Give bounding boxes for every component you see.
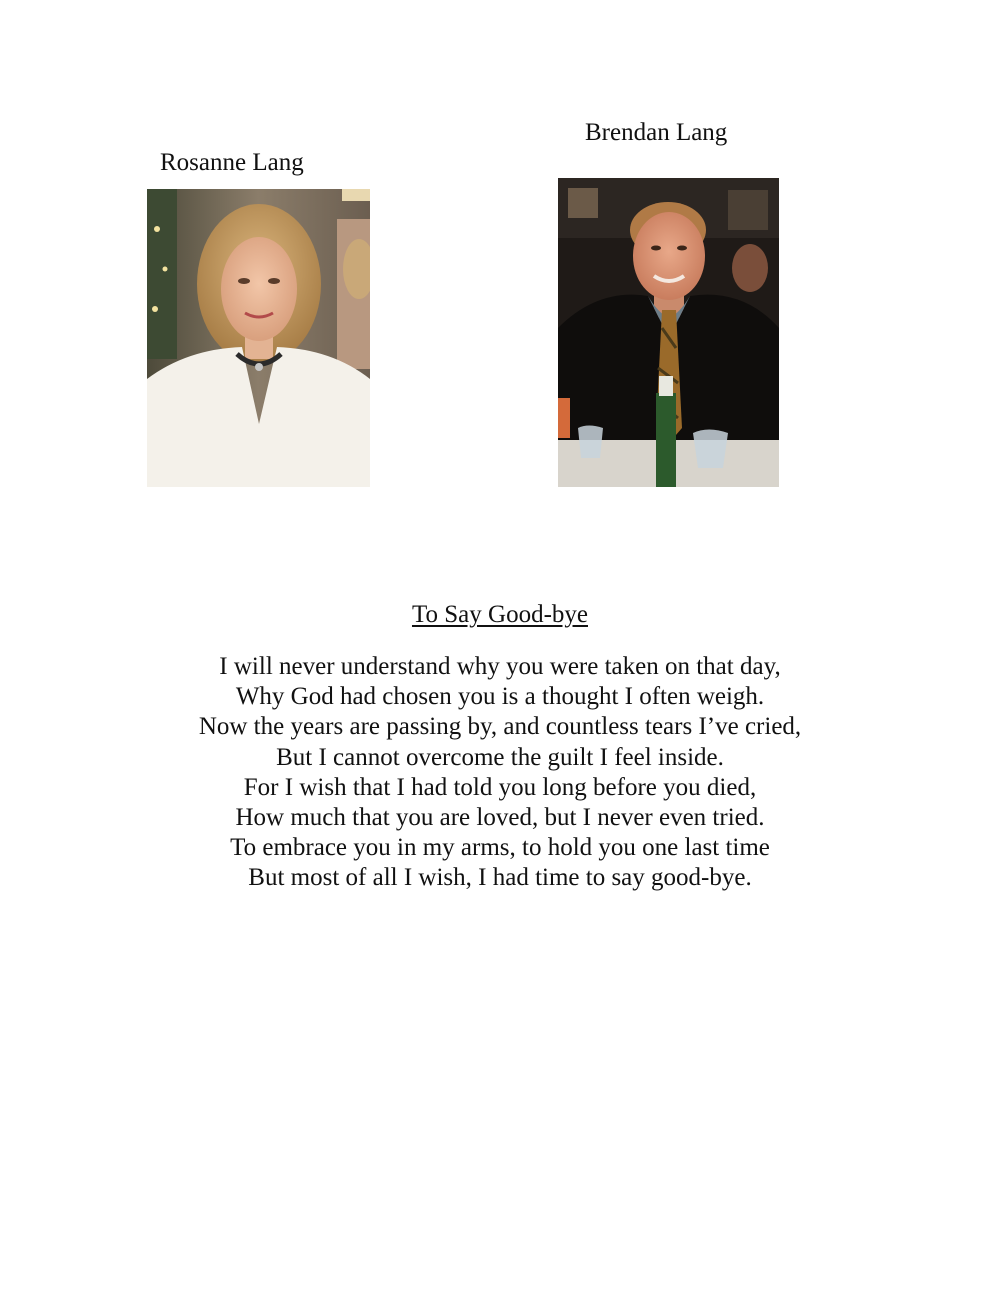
poem-line: Why God had chosen you is a thought I often weigh.	[235, 683, 765, 711]
portrait-photo-brendan	[558, 178, 779, 487]
poem-lines	[0, 652, 1000, 894]
portrait-photo-rosanne	[147, 189, 370, 487]
portrait-photo-woman-icon	[147, 189, 370, 487]
poem-line: For I wish that I had told you long before you died,	[243, 773, 757, 801]
poem-line: How much that you are loved, but I never even tried.	[235, 804, 765, 832]
poem-line: I will never understand why you were taken on that day,	[219, 653, 781, 680]
poem	[0, 598, 1000, 894]
poem-line: To embrace you in my arms, to hold you one last time	[230, 834, 770, 862]
poem-line: Now the years are passing by, and countless tears I’ve cried,	[198, 713, 802, 741]
portrait-photo-man-icon	[558, 178, 779, 487]
poem-line: But I cannot overcome the guilt I feel inside.	[276, 743, 724, 771]
photo-caption-rosanne: Rosanne Lang	[160, 149, 304, 176]
poem-title: To Say Good-bye	[411, 601, 588, 628]
photo-caption-brendan: Brendan Lang	[585, 119, 728, 146]
poem-line: But most of all I wish, I had time to say good-bye.	[248, 864, 752, 892]
